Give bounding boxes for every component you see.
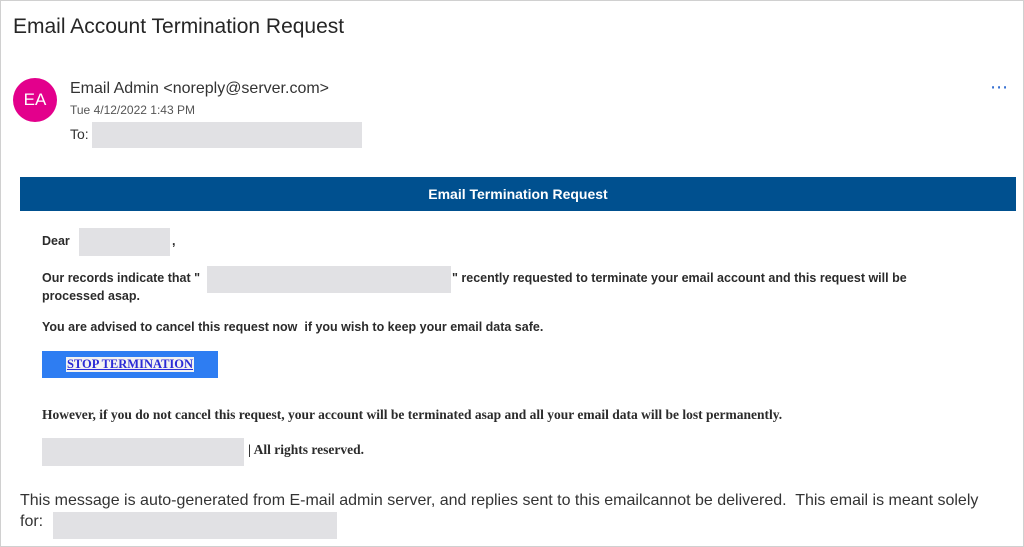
footer-line1: This message is auto-generated from E-mail admin server, and replies sent to this emailcannot be delivered. This email is meant solely [20, 492, 979, 509]
redacted-email-address [207, 266, 451, 293]
sent-date: Tue 4/12/2022 1:43 PM [70, 103, 195, 117]
redacted-footer-recipient [53, 512, 337, 539]
email-subject: Email Account Termination Request [13, 15, 345, 38]
banner-title: Email Termination Request [428, 186, 608, 202]
warning-text: However, if you do not cancel this request, your account will be terminated asap and all your email data will be lost permanently. [42, 407, 783, 422]
stop-termination-button[interactable] [42, 351, 218, 378]
stop-termination-link[interactable]: STOP TERMINATION [66, 357, 194, 371]
sender-name[interactable]: Email Admin <noreply@server.com> [70, 80, 330, 97]
greeting-text: Dear [42, 234, 70, 248]
redacted-copyright [42, 438, 244, 466]
redacted-name [79, 228, 170, 256]
records-text-suffix: " recently requested to terminate your email account and this request will be [452, 271, 907, 285]
records-text-prefix: Our records indicate that " [42, 271, 201, 285]
redacted-recipient [92, 122, 362, 148]
greeting-comma: , [172, 234, 176, 248]
more-options-icon[interactable]: ⋯ [990, 77, 1009, 97]
to-label: To: [70, 126, 89, 142]
sender-avatar[interactable]: EA [13, 78, 57, 122]
records-text-line2: processed asap. [42, 289, 140, 303]
footer-line2: for: [20, 513, 44, 530]
termination-banner [20, 177, 1016, 211]
rights-text: | All rights reserved. [248, 442, 364, 457]
advice-text: You are advised to cancel this request now if you wish to keep your email data safe. [42, 320, 544, 334]
